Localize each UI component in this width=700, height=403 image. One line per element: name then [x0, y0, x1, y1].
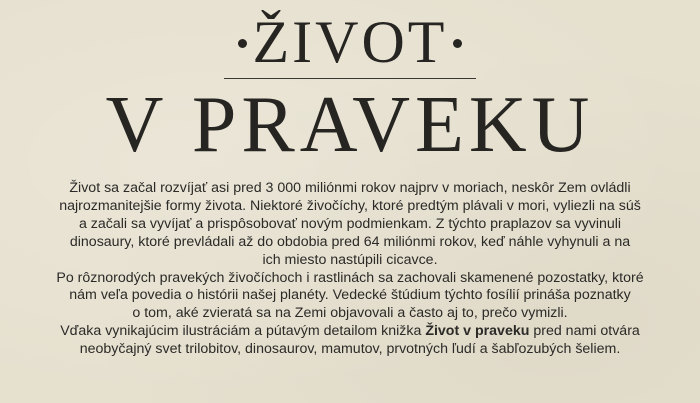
title-line-2: V PRAVEKU: [105, 81, 595, 169]
paragraph-3-line-1: [18, 323, 682, 341]
title-dot-right: [453, 39, 462, 48]
paragraph-1-line: ich miesto nastúpili cicavce.: [262, 251, 438, 268]
paragraph-3-text-before: Vďaka vynikajúcim ilustráciám a pútavým detailom knižka: [60, 323, 426, 340]
paragraph-1-line: Život sa začal rozvíjať asi pred 3 000 miliónmi rokov najprv v moriach, neskôr Zem ovládli: [69, 180, 631, 196]
blurb-text: [18, 180, 682, 359]
paragraph-2-line: nám veľa povedia o histórii našej planéty. Vedecké štúdium týchto fosílií prináša poznatky: [69, 287, 631, 304]
title-divider: [224, 78, 476, 79]
paragraph-1-line: dinosaury, ktoré prevládali až do obdobia pred 64 miliónmi rokov, keď náhle vyhynuli a na: [69, 233, 631, 250]
paragraph-3-line-2: neobyčajný svet trilobitov, dinosaurov, mamutov, prvotných ľudí a šabľozubých šeliem.: [79, 341, 621, 358]
title-dot-left: [238, 39, 247, 48]
title-word-zivot: ŽIVOT: [252, 9, 448, 75]
paragraph-3-text-after: pred nami otvára: [529, 323, 640, 340]
paragraph-2-line: Po rôznorodých pravekých živočíchoch i rastlinách sa zachovali skamenené pozostatky, ktoré: [56, 269, 644, 286]
book-title-bold: Život v praveku: [425, 323, 530, 340]
paragraph-1-line: a začali sa vyvíjať a prispôsobovať novým podmienkam. Z týchto praplazov sa vyvinuli: [78, 215, 622, 232]
paragraph-2-line: o tom, aké zvieratá sa na Zemi objavovali a často aj to, prečo vymizli.: [132, 305, 568, 322]
paragraph-1-line: najrozmanitejšie formy života. Niektoré živočíchy, ktoré predtým plávali v mori, vyliezli na súš: [59, 197, 641, 214]
title-line-1: [0, 6, 700, 78]
